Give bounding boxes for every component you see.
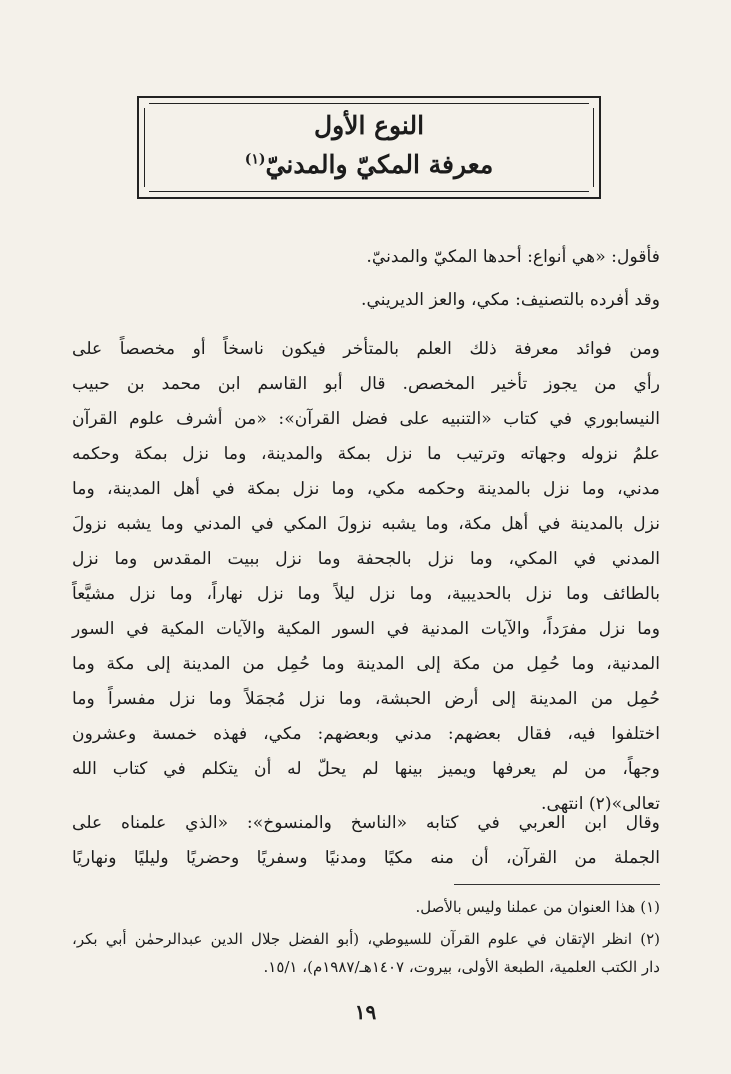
- footnote-line: (١) هذا العنوان من عملنا وليس بالأصل.: [415, 898, 660, 916]
- text-line: ومن فوائد معرفة ذلك العلم بالمتأخر فيكون ناسخاً أو مخصصاً على: [72, 339, 660, 359]
- text-line: رأي من يجوز تأخير المخصص. قال أبو القاسم ابن محمد بن حبيب: [72, 374, 660, 394]
- footnote: [72, 893, 660, 921]
- text-line: تعالى»(٢) انتهى.: [541, 794, 660, 814]
- footnote-divider: [454, 884, 660, 885]
- text-line: حُمِل من المدينة إلى أرض الحبشة، وما نزل مُجمَلاً وما نزل مفسراً وما: [72, 689, 660, 709]
- paragraph: [72, 283, 660, 318]
- text-line: اختلفوا فيه، فقال بعضهم: مدني وبعضهم: مكي، فهذه خمسة وعشرون: [72, 724, 660, 744]
- text-line: مدني، وما نزل بالمدينة وحكمه مكي، وما نزل بمكة في أهل المدينة، وما: [72, 479, 660, 499]
- footnote-line: دار الكتب العلمية، الطبعة الأولى، بيروت، ١٤٠٧هـ/١٩٨٧م)، ١٥/١.: [263, 958, 660, 976]
- page-number: ١٩: [354, 1000, 377, 1024]
- footnote-line: (٢) انظر الإتقان في علوم القرآن للسيوطي، (أبو الفضل جلال الدين عبدالرحمٰن أبي بكر،: [72, 930, 660, 948]
- paragraph: [72, 806, 660, 876]
- frame-corner: [137, 96, 149, 108]
- text-line: علمُ نزوله وجهاته وترتيب ما نزل بمكة والمدينة، وما نزل بمكة وحكمه: [72, 444, 660, 464]
- text-line: وقال ابن العربي في كتابه «الناسخ والمنسوخ»: «الذي علمناه على: [72, 813, 660, 833]
- text-line: الجملة من القرآن، أن منه مكيًا ومدنيًا وسفريًا وحضريًا وليليًا ونهاريًا: [72, 848, 660, 868]
- text-line: المدنية، وما حُمِل من مكة إلى المدينة وما حُمِل من المدينة إلى مكة وما: [72, 654, 660, 674]
- text-line: بالطائف وما نزل بالحديبية، وما نزل ليلاً وما نزل نهاراً، وما نزل مشيَّعاً: [72, 584, 660, 604]
- text-line: نزل بالمدينة في أهل مكة، وما يشبه نزولَ المكي في المدني وما يشبه نزولَ: [72, 514, 660, 534]
- footnote-marker: (١): [244, 151, 266, 168]
- chapter-subtitle: [139, 150, 599, 179]
- text-line: فأقول: «هي أنواع: أحدها المكيّ والمدنيّ.: [366, 247, 660, 267]
- paragraph: [72, 240, 660, 275]
- chapter-title-frame: [137, 96, 601, 199]
- text-line: وقد أفرده بالتصنيف: مكي، والعز الديريني.: [360, 290, 660, 310]
- text-line: وما نزل مفرَداً، والآيات المدنية في السور المكية والآيات المكية في السور: [72, 619, 660, 639]
- chapter-title: النوع الأول: [313, 111, 425, 140]
- text-line: وجهاً، من لم يعرفها ويميز بينها لم يحلّ له أن يتكلم في كتاب الله: [72, 759, 660, 779]
- text-line: المدني في المكي، وما نزل بالجحفة وما نزل ببيت المقدس وما نزل: [72, 549, 660, 569]
- frame-corner: [589, 96, 601, 108]
- footnote: [72, 925, 660, 981]
- chapter-subtitle-text: معرفة المكيّ والمدنيّ: [265, 150, 494, 179]
- text-line: النيسابوري في كتاب «التنبيه على فضل القرآن»: «من أشرف علوم القرآن: [72, 409, 660, 429]
- frame-corner: [589, 187, 601, 199]
- paragraph: [72, 332, 660, 822]
- frame-corner: [137, 187, 149, 199]
